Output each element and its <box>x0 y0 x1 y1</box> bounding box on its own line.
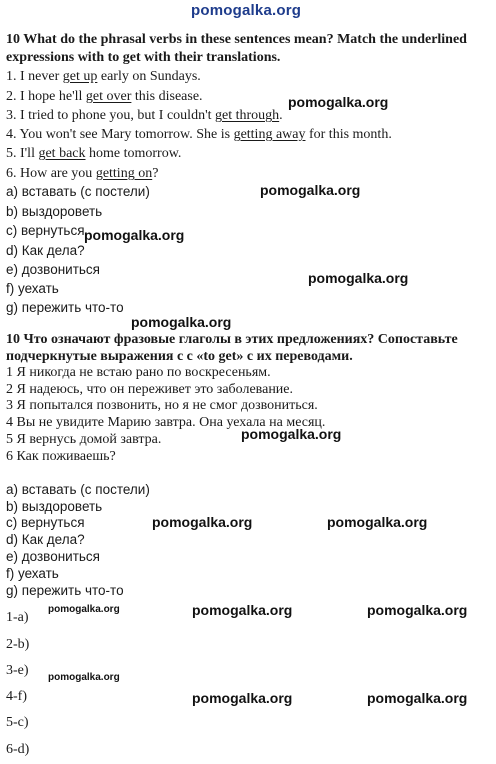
en-option-a: a) вставать (с постели) <box>6 184 150 199</box>
en-option-e: e) дозвониться <box>6 262 100 277</box>
en-sentence-2: 2. I hope he'll get over this disease. <box>6 89 203 104</box>
watermark-text: pomogalka.org <box>84 227 185 243</box>
ru-sentence-4: 4 Вы не увидите Марию завтра. Она уехала на месяц. <box>6 415 326 430</box>
ru-option-c: c) вернуться <box>6 515 85 530</box>
watermark-text-small: pomogalka.org <box>48 672 120 683</box>
ru-sentence-3: 3 Я попытался позвонить, но я не смог дозвониться. <box>6 398 318 413</box>
exercise-title-ru-line1: 10 Что означают фразовые глаголы в этих предложениях? Сопоставьте <box>6 332 458 347</box>
answer-3: 3-e) <box>6 663 29 678</box>
ru-sentence-2: 2 Я надеюсь, что он переживет это заболевание. <box>6 382 294 397</box>
watermark-text: pomogalka.org <box>260 182 361 198</box>
ru-option-d: d) Как дела? <box>6 532 85 547</box>
watermark-text: pomogalka.org <box>367 690 468 706</box>
answer-5: 5-c) <box>6 715 29 730</box>
ru-option-a: a) вставать (с постели) <box>6 482 150 497</box>
en-option-d: d) Как дела? <box>6 243 85 258</box>
en-option-g: g) пережить что-то <box>6 300 124 315</box>
en-option-f: f) уехать <box>6 281 59 296</box>
exercise-title-ru-line2: подчеркнутые выражения с с «to get» с их переводами. <box>6 349 353 364</box>
ru-option-f: f) уехать <box>6 566 59 581</box>
answer-4: 4-f) <box>6 689 27 704</box>
en-sentence-4: 4. You won't see Mary tomorrow. She is getting away for this month. <box>6 127 392 142</box>
answer-6: 6-d) <box>6 742 30 757</box>
watermark-text-small: pomogalka.org <box>48 604 120 615</box>
en-sentence-1: 1. I never get up early on Sundays. <box>6 69 201 84</box>
en-option-b: b) выздороветь <box>6 204 103 219</box>
watermark-text: pomogalka.org <box>367 602 468 618</box>
watermark-text: pomogalka.org <box>241 426 342 442</box>
watermark-text: pomogalka.org <box>152 514 253 530</box>
watermark-text: pomogalka.org <box>192 602 293 618</box>
ru-sentence-6: 6 Как поживаешь? <box>6 449 116 464</box>
ru-option-g: g) пережить что-то <box>6 583 124 598</box>
ru-option-e: e) дозвониться <box>6 549 100 564</box>
watermark-text: pomogalka.org <box>288 94 389 110</box>
watermark-text: pomogalka.org <box>327 514 428 530</box>
en-sentence-6: 6. How are you getting on? <box>6 166 159 181</box>
en-sentence-3: 3. I tried to phone you, but I couldn't get through. <box>6 108 283 123</box>
watermark-text: pomogalka.org <box>131 314 232 330</box>
top-watermark: pomogalka.org <box>191 2 302 19</box>
en-sentence-5: 5. I'll get back home tomorrow. <box>6 146 182 161</box>
watermark-text: pomogalka.org <box>308 270 409 286</box>
exercise-title-en-line2: expressions with to get with their translations. <box>6 50 281 65</box>
ru-option-b: b) выздороветь <box>6 499 103 514</box>
answer-2: 2-b) <box>6 637 30 652</box>
ru-sentence-5: 5 Я вернусь домой завтра. <box>6 432 162 447</box>
ru-sentence-1: 1 Я никогда не встаю рано по воскресеньям. <box>6 365 271 380</box>
en-option-c: c) вернуться <box>6 223 85 238</box>
answer-1: 1-a) <box>6 610 29 625</box>
watermark-text: pomogalka.org <box>192 690 293 706</box>
exercise-title-en-line1: 10 What do the phrasal verbs in these sentences mean? Match the underlined <box>6 32 467 47</box>
